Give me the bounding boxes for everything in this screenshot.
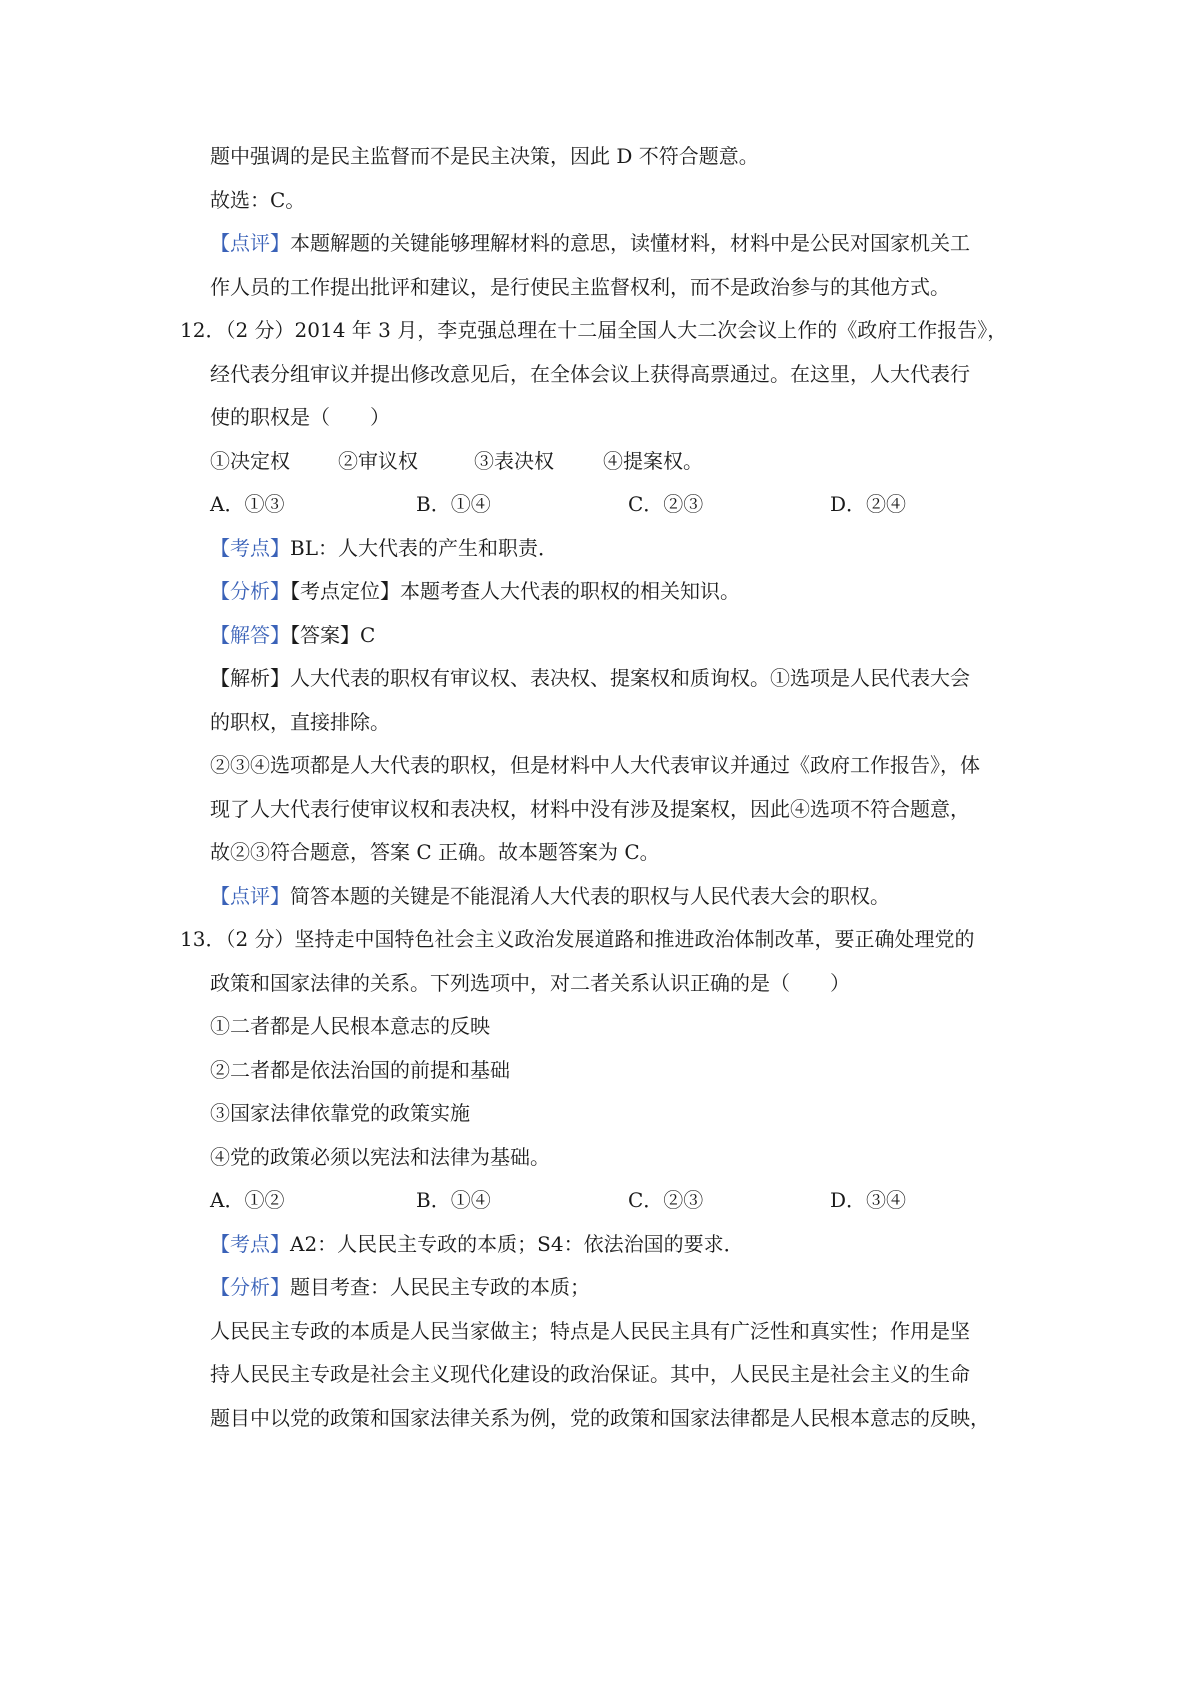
q12-jiexi-4	[210, 795, 970, 823]
q13-item-3	[210, 1099, 470, 1127]
fenxi-tag: 【分析】	[210, 1275, 290, 1299]
text-line: 题目中以党的政策和国家法律关系为例，党的政策和国家法律都是人民根本意志的反映，	[210, 1406, 990, 1430]
q12-jiexi-5	[210, 838, 660, 866]
q13-fenxi	[210, 1273, 590, 1301]
q12-option-a: A．①③	[210, 492, 285, 516]
text-line: 使的职权是（ ）	[210, 405, 390, 429]
text-line: 故②③符合题意，答案 C 正确。故本题答案为 C。	[210, 840, 660, 864]
q12-jiexi-1	[210, 664, 970, 692]
text-line: 经代表分组审议并提出修改意见后，在全体会议上获得高票通过。在这里，人大代表行	[210, 362, 970, 386]
text-line: 简答本题的关键是不能混淆人大代表的职权与人民代表大会的职权。	[290, 884, 890, 908]
q12-item-1: ①决定权	[210, 449, 290, 473]
q12-stem-line-1	[180, 316, 1007, 344]
q12-option-b: B．①④	[416, 492, 491, 516]
text-line: A2：人民民主专政的本质；S4：依法治国的要求．	[290, 1232, 744, 1256]
text-line: 13．（2 分）坚持走中国特色社会主义政治发展道路和推进政治体制改革，要正确处理党的	[180, 927, 975, 951]
kaodian-tag: 【考点】	[210, 536, 290, 560]
q12-option-c: C．②③	[628, 492, 704, 516]
q12-jieda	[210, 621, 375, 649]
q12-kaodian	[210, 534, 558, 562]
q13-option-b: B．①④	[416, 1188, 491, 1212]
q13-stem-line-1	[180, 925, 975, 953]
jieda-tag: 【解答】	[210, 623, 290, 647]
q12-option-d: D．②④	[830, 492, 907, 516]
text-line: 【考点定位】本题考查人大代表的职权的相关知识。	[290, 579, 740, 603]
text-line: BL：人大代表的产生和职责．	[290, 536, 558, 560]
text-line: 12．（2 分）2014 年 3 月，李克强总理在十二届全国人大二次会议上作的《政府工作报告》，	[180, 318, 1008, 342]
q13-body-2	[210, 1360, 970, 1388]
text-line: 人民民主专政的本质是人民当家做主；特点是人民民主具有广泛性和真实性；作用是坚	[210, 1319, 970, 1343]
q13-body-3	[210, 1404, 990, 1432]
q11-comment	[210, 229, 970, 257]
q12-item-4: ④提案权。	[603, 449, 703, 473]
q12-jiexi-2	[210, 708, 390, 736]
q13-option-a: A．①②	[210, 1188, 285, 1212]
q13-item-2	[210, 1056, 510, 1084]
text-line: 题中强调的是民主监督而不是民主决策，因此 D 不符合题意。	[210, 144, 759, 168]
q11-answer	[210, 186, 305, 214]
q13-body-1	[210, 1317, 970, 1345]
q13-option-c: C．②③	[628, 1188, 704, 1212]
text-line: 【答案】C	[290, 623, 376, 647]
text-line: ③国家法律依靠党的政策实施	[210, 1101, 470, 1125]
comment-tag: 【点评】	[210, 231, 290, 255]
q12-dianping	[210, 882, 890, 910]
text-line: 故选：C。	[210, 188, 306, 212]
q12-jiexi-3	[210, 751, 980, 779]
text-line: 现了人大代表行使审议权和表决权，材料中没有涉及提案权，因此④选项不符合题意，	[210, 797, 970, 821]
q12-stem-line-2	[210, 360, 970, 388]
text-line: 作人员的工作提出批评和建议，是行使民主监督权利，而不是政治参与的其他方式。	[210, 275, 950, 299]
text-line: ④党的政策必须以宪法和法律为基础。	[210, 1145, 550, 1169]
text-line: 题目考查：人民民主专政的本质；	[290, 1275, 590, 1299]
q13-item-1	[210, 1012, 490, 1040]
q13-kaodian	[210, 1230, 744, 1258]
text-line: ①二者都是人民根本意志的反映	[210, 1014, 490, 1038]
dianping-tag: 【点评】	[210, 884, 290, 908]
q12-item-3: ③表决权	[474, 449, 554, 473]
q11-comment-cont	[210, 273, 950, 301]
fenxi-tag: 【分析】	[210, 579, 290, 603]
kaodian-tag: 【考点】	[210, 1232, 290, 1256]
text-line: ②二者都是依法治国的前提和基础	[210, 1058, 510, 1082]
q12-fenxi	[210, 577, 740, 605]
q11-analysis-tail	[210, 142, 759, 170]
text-line: 本题解题的关键能够理解材料的意思，读懂材料，材料中是公民对国家机关工	[290, 231, 970, 255]
text-line: 的职权，直接排除。	[210, 710, 390, 734]
text-line: 政策和国家法律的关系。下列选项中，对二者关系认识正确的是（ ）	[210, 971, 850, 995]
text-line: 持人民民主专政是社会主义现代化建设的政治保证。其中，人民民主是社会主义的生命	[210, 1362, 970, 1386]
text-line: 【解析】人大代表的职权有审议权、表决权、提案权和质询权。①选项是人民代表大会	[210, 666, 970, 690]
q12-stem-line-3	[210, 403, 390, 431]
q13-item-4	[210, 1143, 550, 1171]
q12-item-2: ②审议权	[338, 449, 418, 473]
q13-stem-line-2	[210, 969, 850, 997]
text-line: ②③④选项都是人大代表的职权，但是材料中人大代表审议并通过《政府工作报告》，体	[210, 753, 980, 777]
q13-option-d: D．③④	[830, 1188, 907, 1212]
